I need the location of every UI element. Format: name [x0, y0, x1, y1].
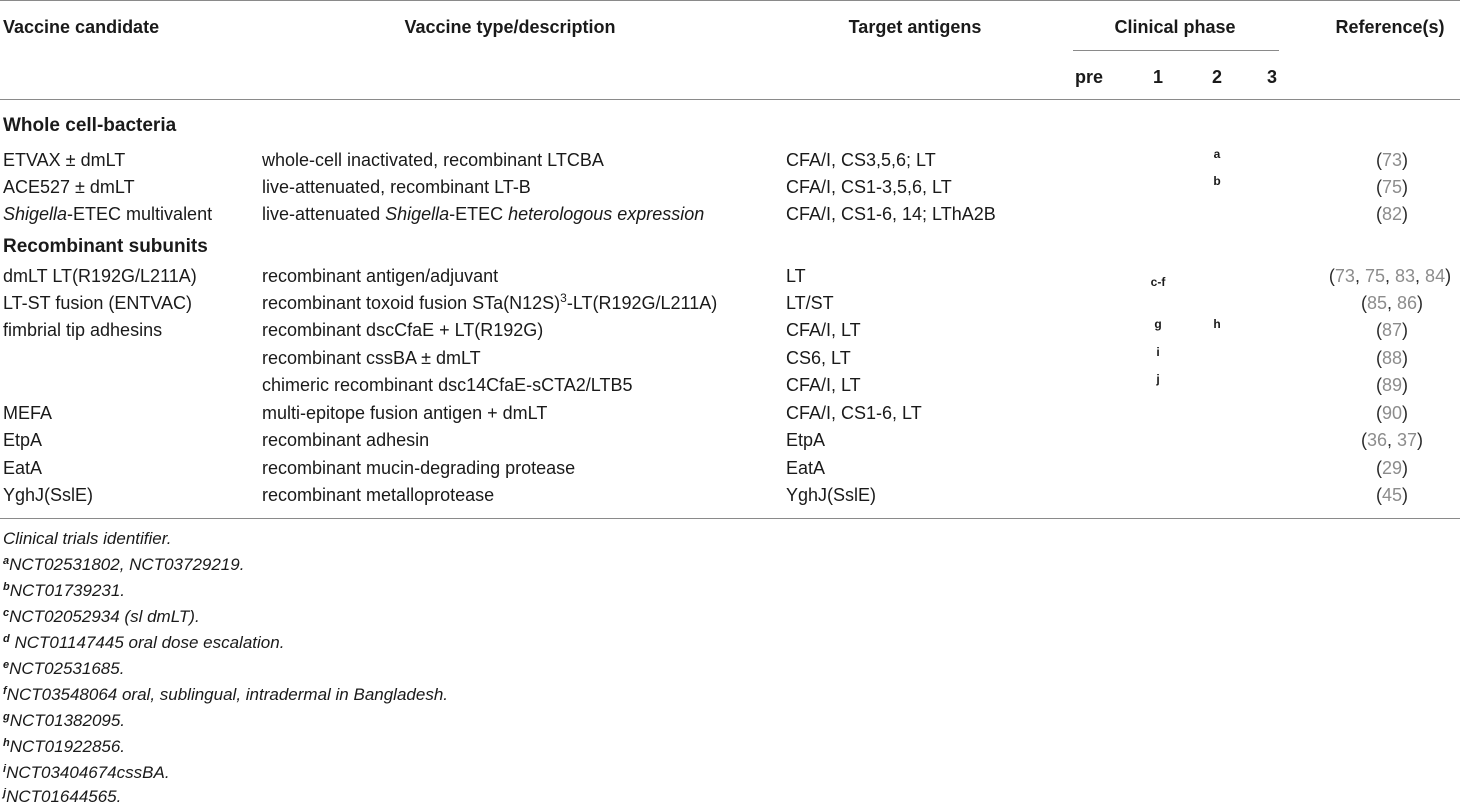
header-clinical-phase: Clinical phase	[1114, 17, 1236, 37]
header-phase-1: 1	[1152, 67, 1164, 87]
footnote	[3, 763, 170, 783]
footnote	[3, 607, 200, 627]
section-whole-cell-bacteria: Whole cell-bacteria	[3, 115, 177, 136]
row-vaccine-type: live-attenuated, recombinant LT-B	[262, 177, 531, 197]
row-references: (87)	[1375, 320, 1409, 340]
row-vaccine-type: recombinant adhesin	[262, 430, 430, 450]
phase-2-footnote-mark: b	[1213, 174, 1221, 188]
row-vaccine-type: recombinant antigen/adjuvant	[262, 266, 499, 286]
row-candidate: EtpA	[3, 430, 43, 450]
row-target-antigens: CFA/I, CS1-6, LT	[786, 403, 922, 423]
row-target-antigens: YghJ(SslE)	[786, 485, 877, 505]
reference-link[interactable]: 87	[1381, 320, 1403, 340]
footnote	[3, 737, 125, 757]
row-references: (29)	[1375, 458, 1409, 478]
phase-2-footnote-mark: h	[1213, 317, 1221, 331]
type-text: live-attenuated	[262, 204, 386, 224]
footnote-key: b	[3, 581, 10, 593]
footnote-text: NCT02052934 (sl dmLT).	[9, 607, 200, 626]
footnote-text: NCT01922856.	[9, 737, 126, 756]
type-text: recombinant toxoid fusion STa(N12S)	[262, 293, 561, 313]
footnote	[3, 787, 121, 807]
reference-link[interactable]: 86	[1397, 293, 1418, 313]
reference-link[interactable]: 84	[1425, 266, 1446, 286]
reference-link[interactable]: 29	[1381, 458, 1403, 478]
type-italic: Shigella	[385, 204, 450, 224]
footnote	[3, 659, 124, 679]
candidate-italic-part: Shigella	[3, 204, 68, 224]
reference-link[interactable]: 73	[1381, 150, 1403, 170]
row-vaccine-type	[262, 203, 704, 225]
footnote-key: i	[3, 763, 7, 775]
row-candidate: MEFA	[3, 403, 53, 423]
footnote-text: NCT03404674cssBA.	[6, 763, 170, 782]
row-references: (85, 86)	[1360, 293, 1424, 313]
footnote	[3, 711, 125, 731]
row-candidate: ACE527 ± dmLT	[3, 177, 135, 197]
table-bottom-rule	[0, 518, 1460, 519]
row-target-antigens: CFA/I, CS1-3,5,6, LT	[786, 177, 952, 197]
row-candidate: ETVAX ± dmLT	[3, 150, 126, 170]
footnote	[3, 529, 171, 549]
type-text: -LT(R192G/L211A)	[566, 293, 718, 313]
row-references: (90)	[1375, 403, 1409, 423]
row-target-antigens: CFA/I, LT	[786, 375, 861, 395]
footnote-text: NCT01739231.	[9, 581, 126, 600]
section-recombinant-subunits: Recombinant subunits	[3, 236, 208, 257]
row-vaccine-type: whole-cell inactivated, recombinant LTCBA	[262, 150, 604, 170]
footnote-text: NCT02531685.	[9, 659, 125, 678]
row-vaccine-type: multi-epitope fusion antigen + dmLT	[262, 403, 548, 423]
row-candidate: fimbrial tip adhesins	[3, 320, 163, 340]
reference-link[interactable]: 75	[1381, 177, 1403, 197]
row-vaccine-type	[262, 292, 717, 314]
row-candidate	[3, 203, 212, 225]
footnote-text: NCT01147445 oral dose escalation.	[9, 633, 285, 652]
footnote-key: d	[3, 633, 10, 645]
top-rule	[0, 0, 1460, 1]
reference-link[interactable]: 85	[1366, 293, 1387, 313]
row-vaccine-type: recombinant mucin-degrading protease	[262, 458, 576, 478]
reference-link[interactable]: 36	[1366, 430, 1387, 450]
footnote-key: g	[3, 711, 10, 723]
row-target-antigens: LT	[786, 266, 806, 286]
row-vaccine-type: chimeric recombinant dsc14CfaE-sCTA2/LTB5	[262, 375, 633, 395]
candidate-rest: -ETEC multivalent	[67, 204, 213, 224]
phase-1-footnote-mark: j	[1156, 372, 1160, 386]
row-target-antigens: CFA/I, CS1-6, 14; LThA2B	[786, 204, 996, 224]
header-bottom-rule	[0, 99, 1460, 100]
phase-1-footnote-mark: g	[1154, 317, 1162, 331]
footnote-key: e	[3, 659, 10, 671]
header-vaccine-type: Vaccine type/description	[404, 17, 616, 37]
row-candidate: EatA	[3, 458, 43, 478]
footnote-key: j	[3, 787, 7, 799]
header-phase-2: 2	[1211, 67, 1223, 87]
reference-link[interactable]: 90	[1381, 403, 1403, 423]
footnote	[3, 581, 125, 601]
footnote-text: Clinical trials identifier.	[3, 529, 172, 548]
row-references: (89)	[1375, 375, 1409, 395]
row-target-antigens: EtpA	[786, 430, 826, 450]
row-references: (82)	[1375, 204, 1409, 224]
footnote	[3, 555, 244, 575]
phase-1-footnote-mark: c-f	[1150, 275, 1166, 289]
row-references: (73, 75, 83, 84)	[1328, 266, 1452, 286]
row-target-antigens: EatA	[786, 458, 826, 478]
header-references: Reference(s)	[1335, 17, 1445, 37]
reference-link[interactable]: 45	[1381, 485, 1403, 505]
reference-link[interactable]: 37	[1397, 430, 1418, 450]
row-vaccine-type: recombinant cssBA ± dmLT	[262, 348, 481, 368]
reference-link[interactable]: 83	[1395, 266, 1416, 286]
reference-link[interactable]: 75	[1364, 266, 1385, 286]
reference-link[interactable]: 82	[1381, 204, 1403, 224]
footnote	[3, 633, 284, 653]
row-target-antigens: CS6, LT	[786, 348, 851, 368]
row-references: (36, 37)	[1360, 430, 1424, 450]
reference-link[interactable]: 73	[1334, 266, 1355, 286]
reference-link[interactable]: 88	[1381, 348, 1403, 368]
type-italic: heterologous expression	[508, 204, 705, 224]
row-target-antigens: LT/ST	[786, 293, 834, 313]
phase-2-footnote-mark: a	[1213, 147, 1221, 161]
header-target-antigens: Target antigens	[848, 17, 982, 37]
footnote-text: NCT01382095.	[9, 711, 126, 730]
footnote-text: NCT01644565.	[6, 787, 122, 806]
footnote-key: a	[3, 555, 10, 567]
header-phase-3: 3	[1266, 67, 1278, 87]
row-references: (75)	[1375, 177, 1409, 197]
row-references: (45)	[1375, 485, 1409, 505]
row-vaccine-type: recombinant dscCfaE + LT(R192G)	[262, 320, 544, 340]
footnote-text: NCT02531802, NCT03729219.	[9, 555, 245, 574]
row-references: (88)	[1375, 348, 1409, 368]
row-references: (73)	[1375, 150, 1409, 170]
footnote-text: NCT03548064 oral, sublingual, intradermal in Bangladesh.	[6, 685, 448, 704]
row-target-antigens: CFA/I, LT	[786, 320, 861, 340]
footnote-key: h	[3, 737, 10, 749]
row-target-antigens: CFA/I, CS3,5,6; LT	[786, 150, 936, 170]
header-phase-pre: pre	[1074, 67, 1104, 87]
clinical-phase-underline	[1073, 50, 1279, 51]
footnote-key: f	[3, 685, 7, 697]
row-vaccine-type: recombinant metalloprotease	[262, 485, 495, 505]
row-candidate: dmLT LT(R192G/L211A)	[3, 266, 197, 286]
footnote	[3, 685, 448, 705]
type-superscript: 3	[560, 291, 567, 305]
footnote-key: c	[3, 607, 10, 619]
phase-1-footnote-mark: i	[1156, 345, 1160, 359]
row-candidate: YghJ(SslE)	[3, 485, 94, 505]
reference-link[interactable]: 89	[1381, 375, 1403, 395]
type-text: -ETEC	[449, 204, 509, 224]
header-vaccine-candidate: Vaccine candidate	[3, 17, 160, 37]
row-candidate: LT-ST fusion (ENTVAC)	[3, 293, 193, 313]
